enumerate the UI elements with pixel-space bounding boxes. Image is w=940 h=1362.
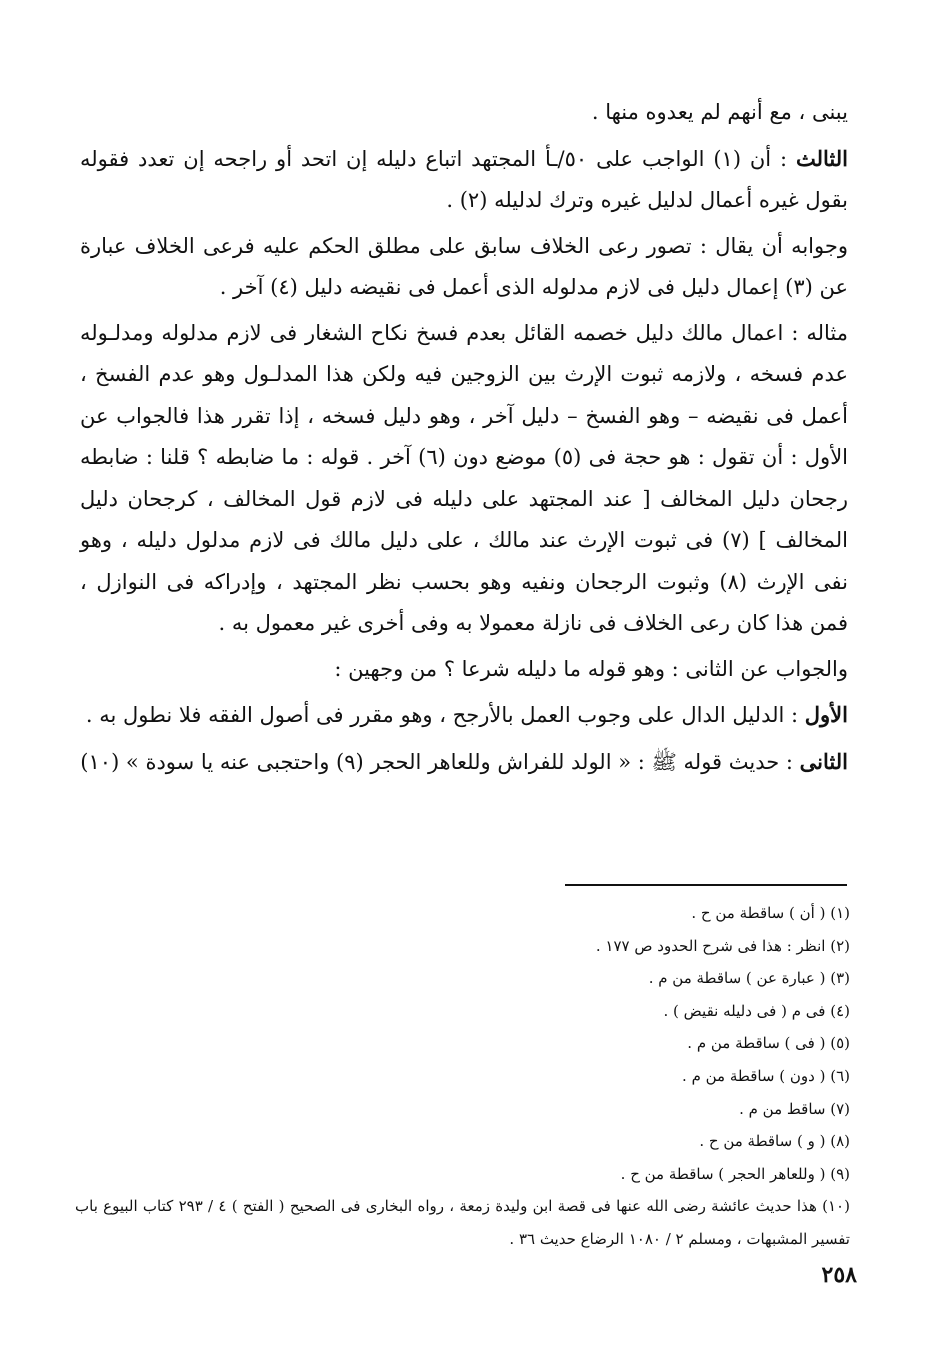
- paragraph-second-answer: [80, 649, 848, 691]
- paragraph-heading: الأول: [804, 702, 848, 727]
- footnote-item: (١٠) هذا حديث عائشة رضى الله عنها فى قصة ابن وليدة زمعة ، رواه البخارى فى الصحيح ( الفتح ) ٤ / ٢٩٣ كتاب البيوع باب تفسير المشبهات ، ومسلم ٢ / ١٠٨٠ الرضاع حديث ٣٦ .: [75, 1197, 850, 1248]
- paragraph-continuation: [80, 92, 848, 134]
- footnotes: [75, 897, 850, 1256]
- paragraph-second-aspect: [80, 741, 848, 784]
- footnote-item: (٨) ( و ) ساقطة من ح .: [699, 1132, 850, 1151]
- footnote-item: (٦) ( دون ) ساقطة من م .: [682, 1066, 850, 1085]
- footnote-item: (٣) ( عبارة عن ) ساقطة من م .: [648, 969, 850, 988]
- footnote-item: (١) ( أن ) ساقطة من ح .: [691, 904, 850, 922]
- paragraph-heading: الثالث: [795, 145, 848, 171]
- paragraph-heading: الثانى: [799, 748, 848, 774]
- paragraph-third-objection: [80, 138, 848, 222]
- paragraph-answer: [80, 226, 848, 309]
- footnote-item: (٢) انظر : هذا فى شرح الحدود ص ١٧٧ .: [595, 936, 850, 955]
- footnote-item: (٤) فى م ( فى دليله نقيض ) .: [663, 1001, 850, 1020]
- paragraph-example: [80, 313, 848, 645]
- footnote-item: (٩) ( وللعاهر الحجر ) ساقطة من ح .: [620, 1164, 850, 1183]
- paragraph-first-aspect: [80, 694, 848, 737]
- paragraph-text: يبنى ، مع أنهم لم يعدوه منها .: [591, 100, 848, 124]
- paragraph-text: مثاله : اعمال مالك دليل خصمه القائل بعدم فسخ نكاح الشغار فى لازم مدلوله ومدلـوله عدم فسخه ، ولازمه ثبوت الإرث بين الزوجين فيه ولكن هذا المدلـول وهو عدم الفسخ ، أعمل فى نقيضه – وهو الفسخ – دليل آخر ، وهو دليل فسخه ، إذا تقرر هذا فالجواب عن الأول : أن تقول : هو حجة فى (٥) موضع دون (٦) آخر . قوله : ما ضابطه ؟ قلنا : ضابطه رجحان دليل المخالف [ عند المجتهد على دليله فى لازم قول المخالف ، كرجحان دليل المخالف ] (٧) فى ثبوت الإرث عند مالك ، على دليل مالك فى لازم مدلول دليله ، وهو نفى الإرث (٨) وثبوت الرجحان ونفيه وهو بحسب نظر المجتهد ، وإدراكه فى النوازل ، فمن هذا كان رعى الخلاف فى نازلة معمولا به وفى أخرى غير معمول به .: [80, 320, 849, 635]
- paragraph-text: : حديث قوله ﷺ : « الولد للفراش وللعاهر الحجر (٩) واحتجبى عنه يا سودة » (١٠): [80, 749, 793, 774]
- page-number: ٢٥٨: [821, 1262, 857, 1288]
- paragraph-text: وجوابه أن يقال : تصور رعى الخلاف سابق على مطلق الحكم عليه فرعى الخلاف عبارة عن (٣) إعمال دليل فى لازم مدلوله الذى أعمل فى نقيضه دليل (٤) آخر .: [80, 233, 848, 299]
- paragraph-text: : أن (١) الواجب على ٥٠/ـأ المجتهد اتباع دليله إن اتحد أو راجحه إن تعدد فقوله بقول غيره أعمال لدليل غيره وترك لدليله (٢) .: [80, 146, 848, 212]
- paragraph-text: والجواب عن الثانى : وهو قوله ما دليله شرعا ؟ من وجهين :: [334, 656, 848, 681]
- footnote-divider: [565, 884, 847, 886]
- paragraph-text: : الدليل الدال على وجوب العمل بالأرجح ، وهو مقرر فى أصول الفقه فلا نطول به .: [85, 703, 799, 727]
- main-text: [80, 92, 848, 787]
- footnote-item: (٥) ( فى ) ساقطة من م .: [687, 1034, 850, 1053]
- footnote-item: (٧) ساقط من م .: [739, 1099, 850, 1118]
